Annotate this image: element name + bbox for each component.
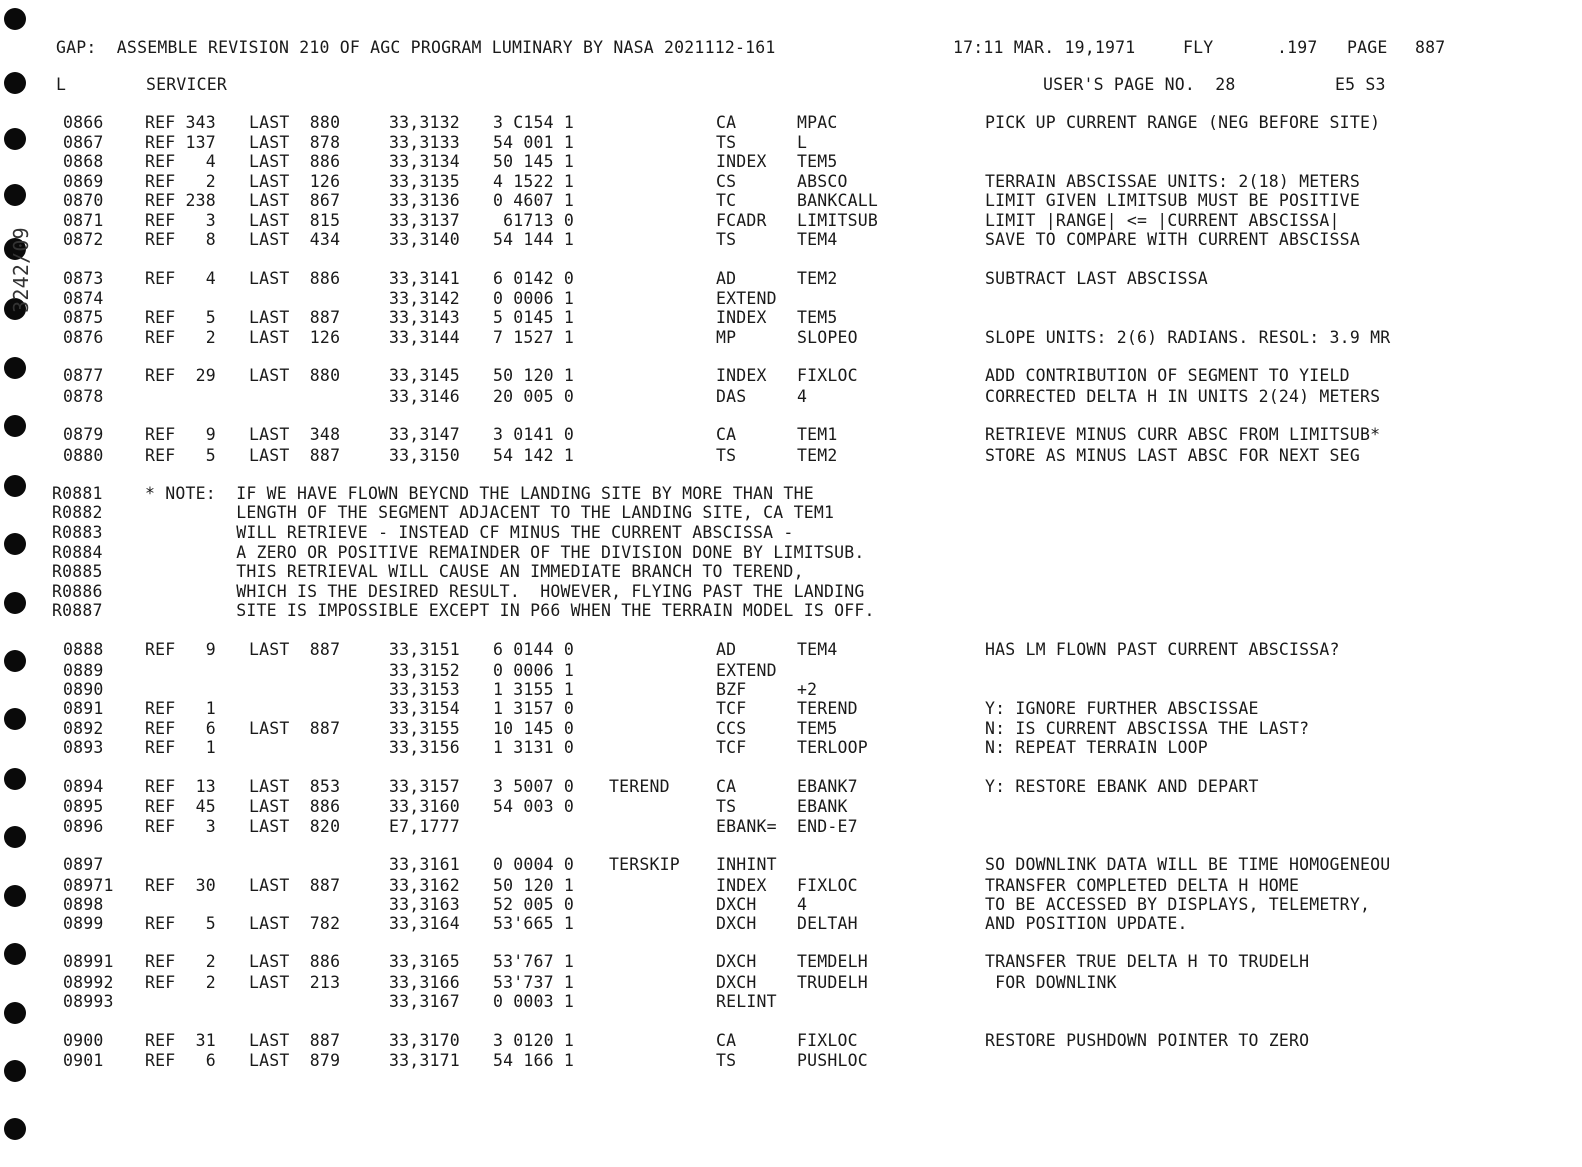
row-word: 3 0120 1: [493, 1031, 575, 1050]
row-ln: 0896: [63, 817, 104, 836]
row-comment: RESTORE PUSHDOWN POINTER TO ZERO: [985, 1031, 1310, 1050]
row-op: EXTEND: [716, 661, 777, 680]
row-ref: REF 8: [145, 230, 216, 249]
row-addr: 33,3135: [389, 172, 460, 191]
row-last: LAST 434: [249, 230, 341, 249]
row-ref: REF 5: [145, 446, 216, 465]
row-ref: REF 29: [145, 366, 216, 385]
row-op: FCADR: [716, 211, 767, 230]
punch-hole: [4, 1002, 26, 1024]
row-comment: ADD CONTRIBUTION OF SEGMENT TO YIELD: [985, 366, 1350, 385]
row-word: 52 005 0: [493, 895, 575, 914]
row-comment: HAS LM FLOWN PAST CURRENT ABSCISSA?: [985, 640, 1340, 659]
row-last: LAST 878: [249, 133, 341, 152]
row-word: 7 1527 1: [493, 328, 575, 347]
row-word: 50 145 1: [493, 152, 575, 171]
row-op: MP: [716, 328, 737, 347]
row-addr: 33,3153: [389, 680, 460, 699]
row-word: 53'665 1: [493, 914, 575, 933]
row-ref: REF 9: [145, 425, 216, 444]
row-op: RELINT: [716, 992, 777, 1011]
row-op: AD: [716, 269, 737, 288]
row-word: 50 120 1: [493, 366, 575, 385]
row-ref: REF 2: [145, 328, 216, 347]
row-operand: TEM5: [797, 719, 838, 738]
row-op: CS: [716, 172, 737, 191]
row-word: 0 0003 1: [493, 992, 575, 1011]
row-addr: E7,1777: [389, 817, 460, 836]
row-ref: REF 1: [145, 699, 216, 718]
row-ln: 0897: [63, 855, 104, 874]
row-comment: SAVE TO COMPARE WITH CURRENT ABSCISSA: [985, 230, 1360, 249]
row-ln: 0873: [63, 269, 104, 288]
row-last: LAST 887: [249, 640, 341, 659]
row-last: LAST 880: [249, 366, 341, 385]
punch-hole: [4, 1060, 26, 1082]
row-addr: 33,3137: [389, 211, 460, 230]
row-addr: 33,3163: [389, 895, 460, 914]
punch-hole: [4, 184, 26, 206]
row-word: 20 005 0: [493, 387, 575, 406]
row-ln: 0898: [63, 895, 104, 914]
row-ln: 0899: [63, 914, 104, 933]
note-text: * NOTE: IF WE HAVE FLOWN BEYCND THE LANDING SITE BY MORE THAN THE: [145, 484, 814, 503]
row-operand: END-E7: [797, 817, 858, 836]
row-ref: REF 4: [145, 152, 216, 171]
row-addr: 33,3142: [389, 289, 460, 308]
row-last: LAST 880: [249, 113, 341, 132]
row-ln: 0891: [63, 699, 104, 718]
row-addr: 33,3136: [389, 191, 460, 210]
subheader-section: SERVICER: [146, 75, 228, 94]
row-last: LAST 887: [249, 446, 341, 465]
row-addr: 33,3150: [389, 446, 460, 465]
header-page-number: 887: [1415, 38, 1446, 57]
row-ln: 0889: [63, 661, 104, 680]
row-word: 1 3155 1: [493, 680, 575, 699]
header-fly: FLY: [1183, 38, 1214, 57]
row-operand: TEM1: [797, 425, 838, 444]
row-operand: TEREND: [797, 699, 858, 718]
punch-hole: [4, 650, 26, 672]
row-comment: CORRECTED DELTA H IN UNITS 2(24) METERS: [985, 387, 1381, 406]
header-program: GAP: ASSEMBLE REVISION 210 OF AGC PROGRAM LUMINARY BY NASA 2021112-161: [56, 38, 776, 57]
row-last: LAST 126: [249, 328, 341, 347]
row-op: DXCH: [716, 952, 757, 971]
row-comment: SLOPE UNITS: 2(6) RADIANS. RESOL: 3.9 MR: [985, 328, 1391, 347]
row-last: LAST 867: [249, 191, 341, 210]
row-addr: 33,3157: [389, 777, 460, 796]
row-label: TEREND: [609, 777, 670, 796]
row-word: 61713 0: [493, 211, 575, 230]
row-ln: 0879: [63, 425, 104, 444]
row-ln: 0871: [63, 211, 104, 230]
row-op: TS: [716, 1051, 737, 1070]
row-last: LAST 820: [249, 817, 341, 836]
row-ref: REF 6: [145, 719, 216, 738]
row-last: LAST 213: [249, 973, 341, 992]
subheader-users-page: USER'S PAGE NO. 28: [1043, 75, 1236, 94]
row-word: 1 3131 0: [493, 738, 575, 757]
row-addr: 33,3162: [389, 876, 460, 895]
row-ref: REF 45: [145, 797, 216, 816]
row-ln: 0895: [63, 797, 104, 816]
note-line-number: R0887: [52, 601, 103, 620]
row-comment: PICK UP CURRENT RANGE (NEG BEFORE SITE): [985, 113, 1381, 132]
row-addr: 33,3151: [389, 640, 460, 659]
row-op: CCS: [716, 719, 747, 738]
row-ref: REF 2: [145, 973, 216, 992]
row-operand: TEM4: [797, 640, 838, 659]
note-text: THIS RETRIEVAL WILL CAUSE AN IMMEDIATE BRANCH TO TEREND,: [145, 562, 804, 581]
row-op: INHINT: [716, 855, 777, 874]
row-addr: 33,3160: [389, 797, 460, 816]
row-comment: STORE AS MINUS LAST ABSC FOR NEXT SEG: [985, 446, 1360, 465]
row-ref: REF 137: [145, 133, 216, 152]
row-ln: 0872: [63, 230, 104, 249]
row-addr: 33,3170: [389, 1031, 460, 1050]
row-operand: FIXLOC: [797, 876, 858, 895]
row-comment: FOR DOWNLINK: [985, 973, 1117, 992]
row-ref: REF 31: [145, 1031, 216, 1050]
row-ref: REF 4: [145, 269, 216, 288]
row-ln: 0888: [63, 640, 104, 659]
row-operand: TEM5: [797, 152, 838, 171]
row-addr: 33,3171: [389, 1051, 460, 1070]
punch-hole: [4, 768, 26, 790]
row-operand: EBANK7: [797, 777, 858, 796]
row-addr: 33,3145: [389, 366, 460, 385]
row-comment: N: REPEAT TERRAIN LOOP: [985, 738, 1208, 757]
row-op: DXCH: [716, 973, 757, 992]
row-ln: 08991: [63, 952, 114, 971]
row-ln: 0870: [63, 191, 104, 210]
row-ref: REF 5: [145, 914, 216, 933]
note-text: A ZERO OR POSITIVE REMAINDER OF THE DIVISION DONE BY LIMITSUB.: [145, 543, 865, 562]
row-last: LAST 887: [249, 1031, 341, 1050]
row-operand: TEM2: [797, 269, 838, 288]
row-ref: REF 13: [145, 777, 216, 796]
row-comment: Y: RESTORE EBANK AND DEPART: [985, 777, 1259, 796]
row-last: LAST 886: [249, 152, 341, 171]
row-addr: 33,3146: [389, 387, 460, 406]
row-word: 54 166 1: [493, 1051, 575, 1070]
row-operand: FIXLOC: [797, 1031, 858, 1050]
row-addr: 33,3166: [389, 973, 460, 992]
row-ln: 0901: [63, 1051, 104, 1070]
row-ref: REF 1: [145, 738, 216, 757]
row-operand: PUSHLOC: [797, 1051, 868, 1070]
row-comment: TRANSFER COMPLETED DELTA H HOME: [985, 876, 1300, 895]
row-word: 1 3157 0: [493, 699, 575, 718]
row-addr: 33,3156: [389, 738, 460, 757]
header-seq: .197: [1277, 38, 1318, 57]
row-last: LAST 126: [249, 172, 341, 191]
row-word: 50 120 1: [493, 876, 575, 895]
row-addr: 33,3132: [389, 113, 460, 132]
row-comment: LIMIT GIVEN LIMITSUB MUST BE POSITIVE: [985, 191, 1360, 210]
note-line-number: R0882: [52, 503, 103, 522]
row-ref: REF 30: [145, 876, 216, 895]
row-op: TC: [716, 191, 737, 210]
row-word: 3 5007 0: [493, 777, 575, 796]
row-addr: 33,3134: [389, 152, 460, 171]
row-ln: 0869: [63, 172, 104, 191]
punch-hole: [4, 415, 26, 437]
note-line-number: R0884: [52, 543, 103, 562]
row-ref: REF 9: [145, 640, 216, 659]
row-addr: 33,3167: [389, 992, 460, 1011]
note-text: SITE IS IMPOSSIBLE EXCEPT IN P66 WHEN THE TERRAIN MODEL IS OFF.: [145, 601, 875, 620]
row-operand: TEMDELH: [797, 952, 868, 971]
row-op: TCF: [716, 738, 747, 757]
row-addr: 33,3164: [389, 914, 460, 933]
row-ln: 0892: [63, 719, 104, 738]
row-op: CA: [716, 425, 737, 444]
row-operand: LIMITSUB: [797, 211, 879, 230]
row-op: DXCH: [716, 914, 757, 933]
row-word: 0 4607 1: [493, 191, 575, 210]
row-operand: MPAC: [797, 113, 838, 132]
row-ref: REF 3: [145, 211, 216, 230]
row-op: CA: [716, 777, 737, 796]
row-op: DXCH: [716, 895, 757, 914]
row-addr: 33,3152: [389, 661, 460, 680]
header-datetime: 17:11 MAR. 19,1971: [953, 38, 1136, 57]
punch-hole: [4, 708, 26, 730]
row-op: CA: [716, 1031, 737, 1050]
row-ref: REF 2: [145, 952, 216, 971]
row-word: 53'767 1: [493, 952, 575, 971]
row-last: LAST 879: [249, 1051, 341, 1070]
row-ln: 08971: [63, 876, 114, 895]
row-ln: 0866: [63, 113, 104, 132]
row-word: 5 0145 1: [493, 308, 575, 327]
row-comment: AND POSITION UPDATE.: [985, 914, 1188, 933]
row-addr: 33,3133: [389, 133, 460, 152]
row-addr: 33,3161: [389, 855, 460, 874]
row-op: TS: [716, 230, 737, 249]
row-ref: REF 343: [145, 113, 216, 132]
note-line-number: R0883: [52, 523, 103, 542]
row-last: LAST 886: [249, 269, 341, 288]
note-text: LENGTH OF THE SEGMENT ADJACENT TO THE LANDING SITE, CA TEM1: [145, 503, 835, 522]
row-word: 54 144 1: [493, 230, 575, 249]
row-operand: EBANK: [797, 797, 848, 816]
row-comment: TO BE ACCESSED BY DISPLAYS, TELEMETRY,: [985, 895, 1371, 914]
row-op: TS: [716, 797, 737, 816]
row-operand: L: [797, 133, 808, 152]
row-operand: SLOPEO: [797, 328, 858, 347]
margin-mark: 3242/09: [8, 227, 33, 313]
row-last: LAST 782: [249, 914, 341, 933]
row-addr: 33,3165: [389, 952, 460, 971]
punch-hole: [4, 475, 26, 497]
row-comment: Y: IGNORE FURTHER ABSCISSAE: [985, 699, 1259, 718]
row-comment: TERRAIN ABSCISSAE UNITS: 2(18) METERS: [985, 172, 1360, 191]
row-addr: 33,3155: [389, 719, 460, 738]
row-last: LAST 887: [249, 876, 341, 895]
row-addr: 33,3141: [389, 269, 460, 288]
row-ln: 0875: [63, 308, 104, 327]
row-comment: TRANSFER TRUE DELTA H TO TRUDELH: [985, 952, 1310, 971]
row-ln: 0900: [63, 1031, 104, 1050]
row-ln: 0876: [63, 328, 104, 347]
row-last: LAST 887: [249, 719, 341, 738]
punch-hole: [4, 826, 26, 848]
punch-hole: [4, 128, 26, 150]
header-page-label: PAGE: [1347, 38, 1388, 57]
row-ln: 0874: [63, 289, 104, 308]
row-op: CA: [716, 113, 737, 132]
row-last: LAST 815: [249, 211, 341, 230]
row-ln: 0894: [63, 777, 104, 796]
row-ref: REF 2: [145, 172, 216, 191]
row-word: 10 145 0: [493, 719, 575, 738]
row-op: TS: [716, 446, 737, 465]
row-op: INDEX: [716, 152, 767, 171]
punch-hole: [4, 943, 26, 965]
subheader-l: L: [56, 75, 67, 94]
row-op: BZF: [716, 680, 747, 699]
row-ln: 0877: [63, 366, 104, 385]
row-operand: TEM4: [797, 230, 838, 249]
row-operand: TEM5: [797, 308, 838, 327]
row-op: INDEX: [716, 366, 767, 385]
row-addr: 33,3140: [389, 230, 460, 249]
row-ln: 08992: [63, 973, 114, 992]
punch-hole: [4, 357, 26, 379]
row-word: 53'737 1: [493, 973, 575, 992]
row-last: LAST 886: [249, 797, 341, 816]
row-operand: +2: [797, 680, 818, 699]
row-ln: 0890: [63, 680, 104, 699]
row-ln: 0880: [63, 446, 104, 465]
row-label: TERSKIP: [609, 855, 680, 874]
row-word: 0 0006 1: [493, 661, 575, 680]
punch-hole: [4, 1118, 26, 1140]
row-word: 0 0006 1: [493, 289, 575, 308]
row-op: EBANK=: [716, 817, 777, 836]
note-text: WHICH IS THE DESIRED RESULT. HOWEVER, FLYING PAST THE LANDING: [145, 582, 865, 601]
row-ref: REF 3: [145, 817, 216, 836]
row-ln: 0878: [63, 387, 104, 406]
row-ln: 0868: [63, 152, 104, 171]
row-addr: 33,3154: [389, 699, 460, 718]
row-ln: 0893: [63, 738, 104, 757]
row-word: 54 003 0: [493, 797, 575, 816]
row-operand: ABSCO: [797, 172, 848, 191]
row-operand: TRUDELH: [797, 973, 868, 992]
row-op: INDEX: [716, 876, 767, 895]
row-operand: TEM2: [797, 446, 838, 465]
note-line-number: R0885: [52, 562, 103, 581]
row-ref: REF 6: [145, 1051, 216, 1070]
punch-hole: [4, 8, 26, 30]
row-word: 4 1522 1: [493, 172, 575, 191]
row-comment: RETRIEVE MINUS CURR ABSC FROM LIMITSUB*: [985, 425, 1381, 444]
row-last: LAST 886: [249, 952, 341, 971]
note-line-number: R0886: [52, 582, 103, 601]
punch-hole: [4, 72, 26, 94]
row-ref: REF 5: [145, 308, 216, 327]
row-addr: 33,3147: [389, 425, 460, 444]
punch-hole: [4, 592, 26, 614]
row-operand: DELTAH: [797, 914, 858, 933]
row-op: TCF: [716, 699, 747, 718]
note-line-number: R0881: [52, 484, 103, 503]
row-last: LAST 348: [249, 425, 341, 444]
row-word: 54 142 1: [493, 446, 575, 465]
row-operand: BANKCALL: [797, 191, 879, 210]
row-ln: 0867: [63, 133, 104, 152]
row-comment: SUBTRACT LAST ABSCISSA: [985, 269, 1208, 288]
row-word: 3 0141 0: [493, 425, 575, 444]
row-word: 6 0144 0: [493, 640, 575, 659]
row-operand: 4: [797, 387, 808, 406]
row-comment: SO DOWNLINK DATA WILL BE TIME HOMOGENEOU: [985, 855, 1391, 874]
row-last: LAST 887: [249, 308, 341, 327]
row-op: DAS: [716, 387, 747, 406]
row-op: INDEX: [716, 308, 767, 327]
row-op: EXTEND: [716, 289, 777, 308]
row-operand: FIXLOC: [797, 366, 858, 385]
row-word: 0 0004 0: [493, 855, 575, 874]
row-word: 3 C154 1: [493, 113, 575, 132]
row-ref: REF 238: [145, 191, 216, 210]
row-op: AD: [716, 640, 737, 659]
row-operand: TERLOOP: [797, 738, 868, 757]
row-word: 54 001 1: [493, 133, 575, 152]
punch-hole: [4, 533, 26, 555]
row-ln: 08993: [63, 992, 114, 1011]
row-addr: 33,3143: [389, 308, 460, 327]
row-last: LAST 853: [249, 777, 341, 796]
subheader-code: E5 S3: [1335, 75, 1386, 94]
punch-hole: [4, 885, 26, 907]
row-comment: LIMIT |RANGE| <= |CURRENT ABSCISSA|: [985, 211, 1340, 230]
row-operand: 4: [797, 895, 808, 914]
row-addr: 33,3144: [389, 328, 460, 347]
row-word: 6 0142 0: [493, 269, 575, 288]
row-comment: N: IS CURRENT ABSCISSA THE LAST?: [985, 719, 1310, 738]
row-op: TS: [716, 133, 737, 152]
note-text: WILL RETRIEVE - INSTEAD CF MINUS THE CURRENT ABSCISSA -: [145, 523, 794, 542]
